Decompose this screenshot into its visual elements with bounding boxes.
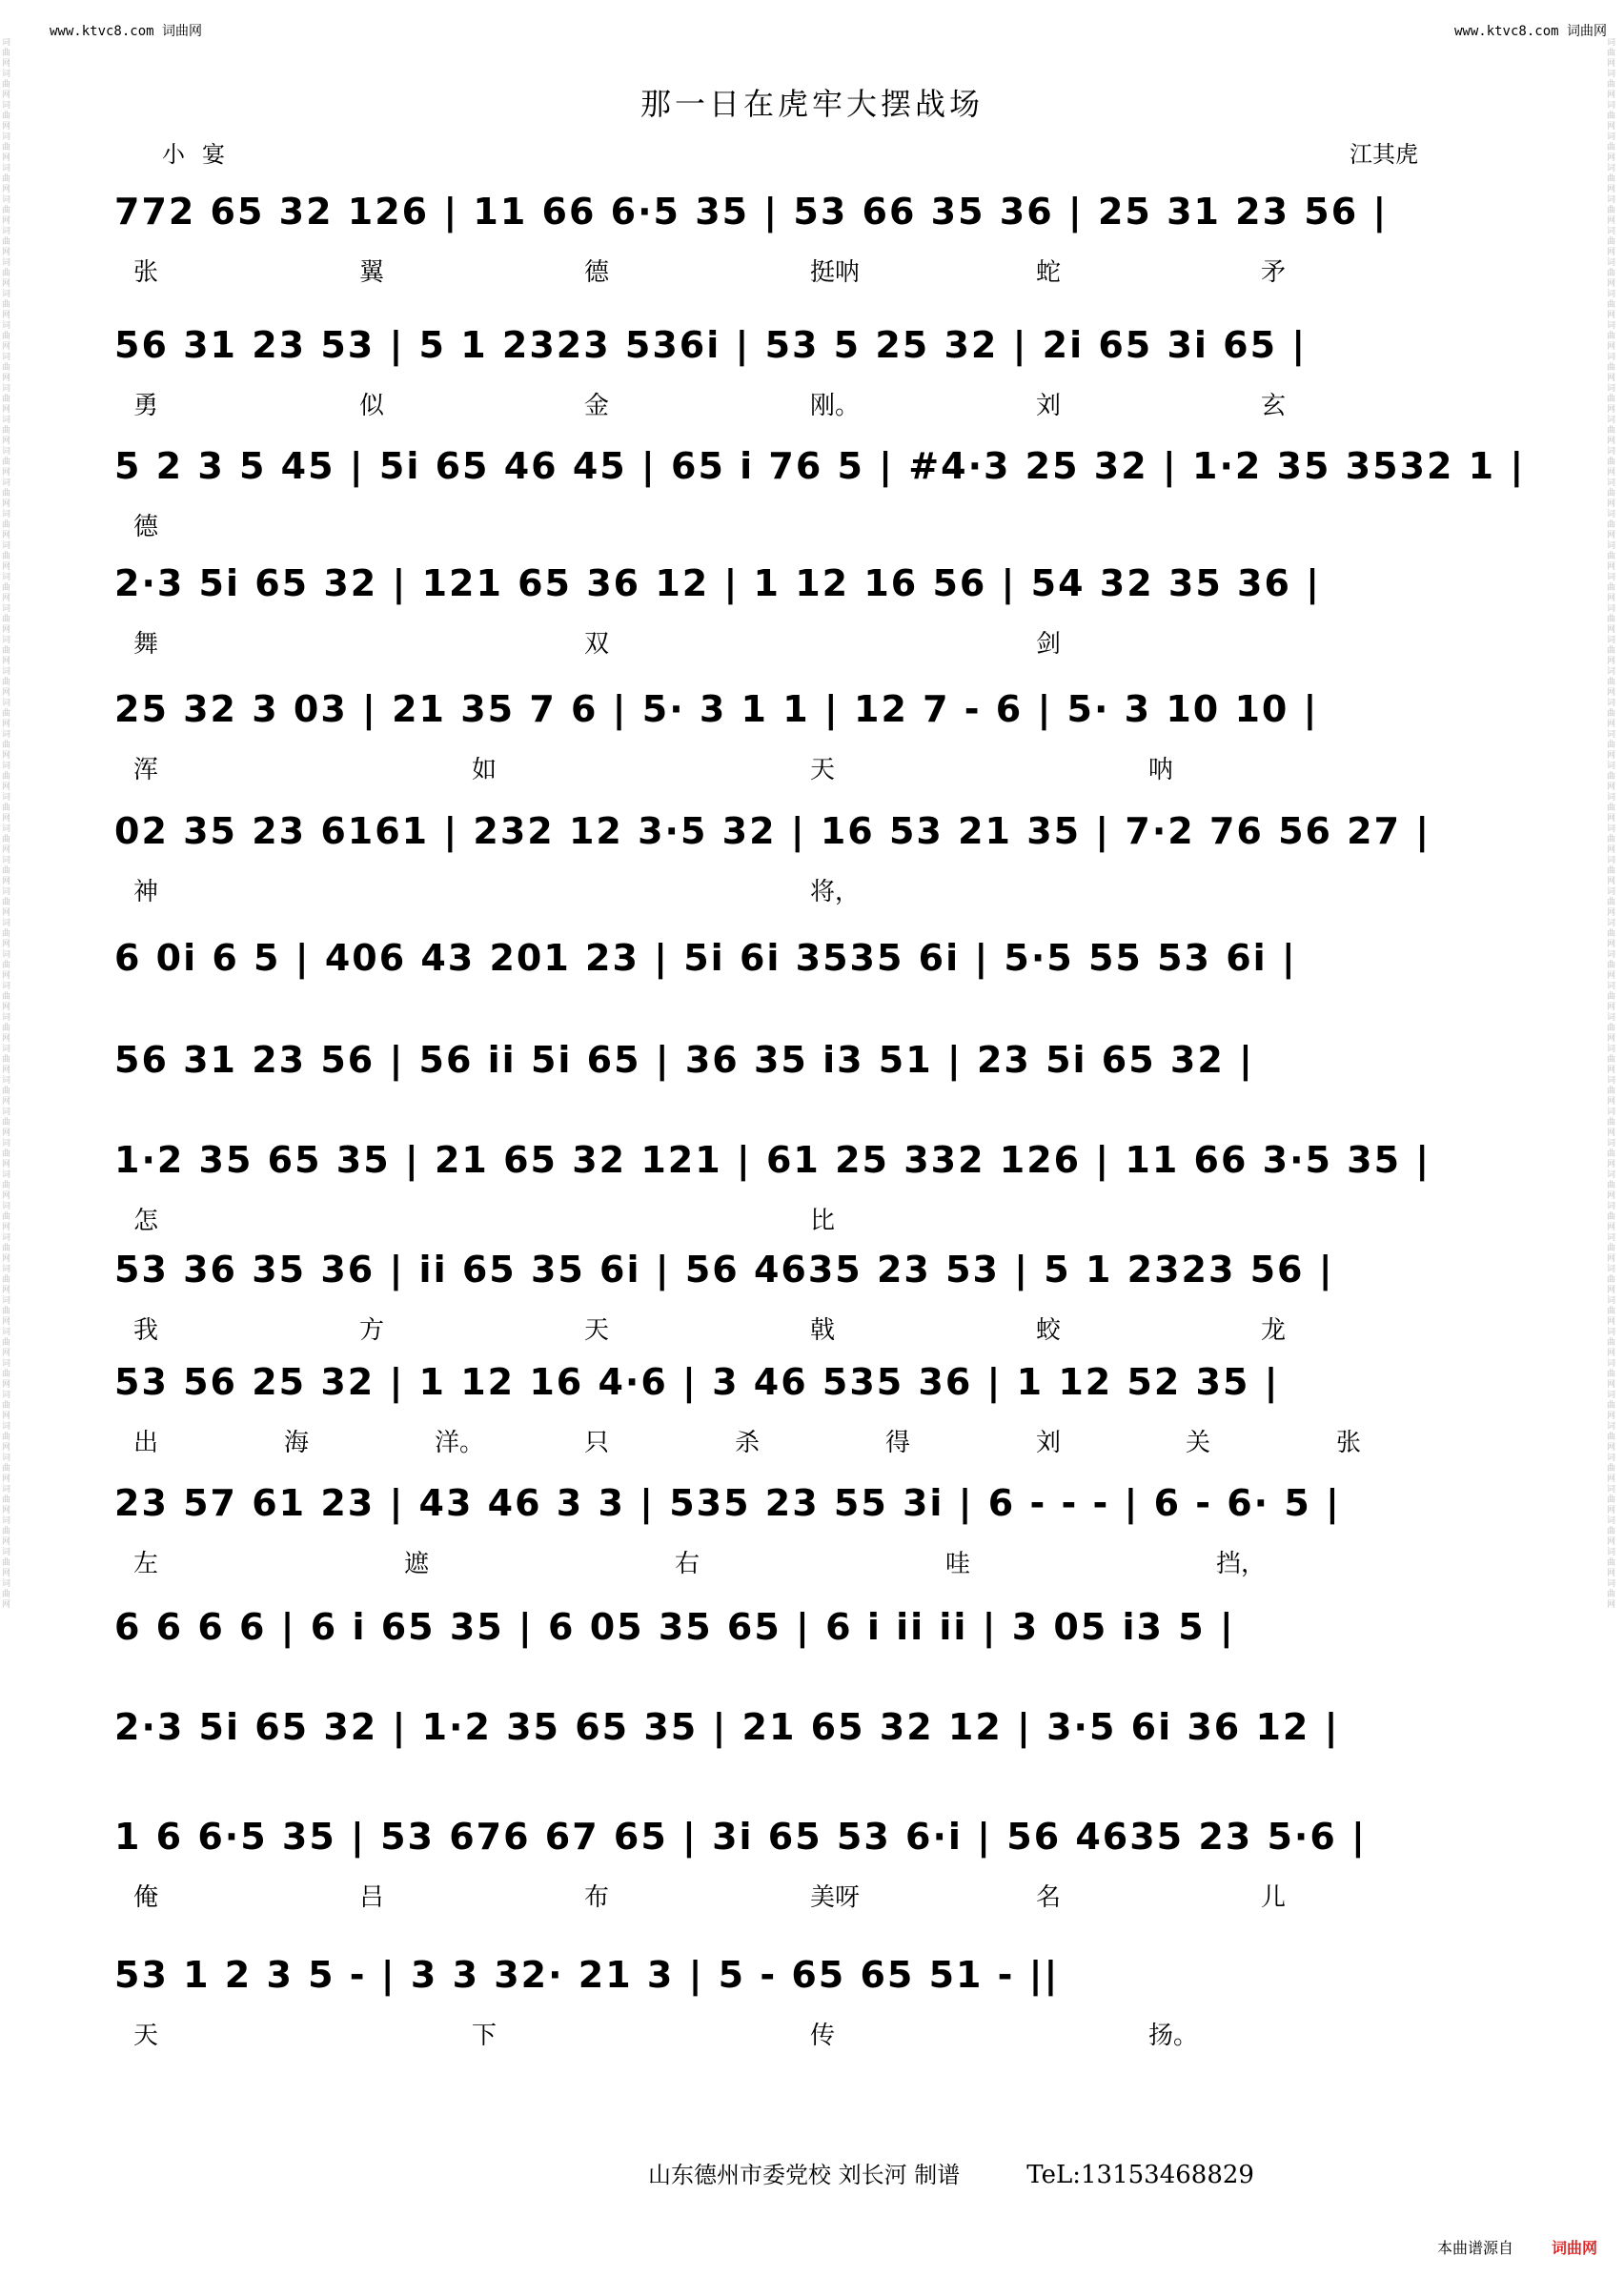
notation-line: 23 57 61 23 | 43 46 3 3 | 535 23 55 3i | 6 - - - | 6 - 6· 5 | [114,1482,1341,1524]
lyric-word: 天 [133,2022,159,2050]
score-row [114,1949,1506,2050]
lyric-word: 勇 [133,392,159,420]
lyric-word: 杀 [735,1429,761,1457]
lyric-word: 儿 [1261,1883,1287,1912]
score-row [114,683,1506,784]
lyric-word: 呐 [1148,756,1174,784]
notation-line: 5 2 3 5 45 | 5i 65 46 45 | 65 i 76 5 | #4·3 25 32 | 1·2 35 3532 1 | [114,445,1526,487]
notation-line: 56 31 23 56 | 56 ii 5i 65 | 36 35 i3 51 | 23 5i 65 32 | [114,1039,1254,1081]
score-row [114,1134,1506,1235]
lyric-word: 我 [133,1316,159,1345]
lyrics-line [114,1878,1506,1912]
lyric-word: 挺呐 [810,258,861,287]
lyric-word: 天 [810,756,836,784]
notation-line: 02 35 23 6161 | 232 12 3·5 32 | 16 53 21 35 | 7·2 76 56 27 | [114,810,1431,852]
lyric-word: 比 [810,1207,836,1235]
lyric-word: 舞 [133,630,159,659]
site-url-left[interactable]: www.ktvc8.com 词曲网 [50,24,203,39]
lyric-word: 扬。 [1148,2022,1199,2050]
notation-line: 53 1 2 3 5 - | 3 3 32· 21 3 | 5 - 65 65 51 - || [114,1954,1060,1996]
score-row [114,1356,1506,1457]
score-row [114,186,1506,287]
watermark-strip-left: 词曲网词曲网词曲网词曲网词曲网词曲网词曲网词曲网词曲网词曲网词曲网词曲网词曲网词曲网词曲网词曲网词曲网词曲网词曲网词曲网词曲网词曲网词曲网词曲网词曲网词曲网词曲网词曲网词曲网词曲网词曲网词曲网词曲网词曲网词曲网词曲网词曲网词曲网词曲网词曲网词曲网词曲网词曲网词曲网词曲网词曲网词曲网词曲网词曲网词曲网 [2,38,11,1610]
score-row [114,1034,1506,1088]
lyric-word: 刘 [1036,392,1062,420]
lyric-word: 只 [584,1429,610,1457]
lyric-word: 翼 [359,258,385,287]
watermark-strip-right: 词曲网词曲网词曲网词曲网词曲网词曲网词曲网词曲网词曲网词曲网词曲网词曲网词曲网词曲网词曲网词曲网词曲网词曲网词曲网词曲网词曲网词曲网词曲网词曲网词曲网词曲网词曲网词曲网词曲网词曲网词曲网词曲网词曲网词曲网词曲网词曲网词曲网词曲网词曲网词曲网词曲网词曲网词曲网词曲网词曲网词曲网词曲网词曲网词曲网词曲网 [1607,38,1616,1610]
lyric-word: 张 [1336,1429,1362,1457]
score-row [114,932,1506,986]
lyric-word: 左 [133,1550,159,1578]
lyric-word: 金 [584,392,610,420]
lyric-word: 俺 [133,1883,159,1912]
lyrics-line [114,1423,1506,1457]
lyric-word: 神 [133,878,159,906]
footer-credit [648,2156,1254,2189]
lyrics-line [114,386,1506,420]
lyric-word: 吕 [359,1883,385,1912]
lyric-word: 怎 [133,1207,159,1235]
lyric-word: 遮 [404,1550,430,1578]
site-url-right[interactable]: www.ktvc8.com 词曲网 [1453,24,1607,39]
lyric-word: 龙 [1261,1316,1287,1345]
notation-line: 2·3 5i 65 32 | 1·2 35 65 35 | 21 65 32 12 | 3·5 6i 36 12 | [114,1706,1340,1748]
lyric-word: 德 [133,513,159,541]
credit-text: 山东德州市委党校 刘长河 制谱 [648,2162,961,2188]
lyric-word: 似 [359,392,385,420]
notation-line: 1 6 6·5 35 | 53 676 67 65 | 3i 65 53 6·i | 56 4635 23 5·6 | [114,1816,1367,1858]
lyric-word: 关 [1186,1429,1211,1457]
lyric-word: 剑 [1036,630,1062,659]
source-note [1437,2236,1597,2258]
lyric-word: 方 [359,1316,385,1345]
score-row [114,1601,1506,1655]
lyric-word: 布 [584,1883,610,1912]
source-label: 本曲谱源自 [1436,2239,1513,2257]
lyric-word: 浑 [133,756,159,784]
notation-line: 53 36 35 36 | ii 65 35 6i | 56 4635 23 53 | 5 1 2323 56 | [114,1249,1334,1291]
lyrics-line [114,872,1506,906]
score-row [114,558,1506,659]
lyrics-line [114,1311,1506,1345]
lyric-word: 出 [133,1429,159,1457]
lyric-word: 洋。 [435,1429,485,1457]
lyric-word: 戟 [810,1316,836,1345]
score-row [114,805,1506,906]
tempo-marking: 小宴 [162,141,242,168]
lyric-word: 哇 [945,1550,971,1578]
notation-line: 56 31 23 53 | 5 1 2323 536i | 53 5 25 32 | 2i 65 3i 65 | [114,324,1308,366]
lyrics-line [114,253,1506,287]
score-title: 那一日在虎牢大摆战场 [639,86,984,122]
lyric-word: 刘 [1036,1429,1062,1457]
score-row [114,1811,1506,1912]
notation-line: 6 0i 6 5 | 406 43 201 23 | 5i 6i 3535 6i | 5·5 55 53 6i | [114,937,1297,979]
lyric-word: 得 [885,1429,911,1457]
lyric-word: 玄 [1261,392,1287,420]
lyric-word: 矛 [1261,258,1287,287]
lyric-word: 海 [284,1429,310,1457]
notation-line: 53 56 25 32 | 1 12 16 4·6 | 3 46 535 36 | 1 12 52 35 | [114,1361,1280,1403]
lyric-word: 将， [810,878,861,906]
lyrics-line [114,1544,1506,1578]
phone-number: TeL:13153468829 [1026,2161,1254,2189]
notation-line: 6 6 6 6 | 6 i 65 35 | 6 05 35 65 | 6 i ii ii | 3 05 i3 5 | [114,1606,1235,1648]
lyric-word: 下 [472,2022,497,2050]
lyric-word: 传 [810,2022,836,2050]
score-row [114,1244,1506,1345]
score-row [114,1701,1506,1755]
lyric-word: 名 [1036,1883,1062,1912]
notation-line: 772 65 32 126 | 11 66 6·5 35 | 53 66 35 36 | 25 31 23 56 | [114,191,1389,233]
score-row [114,1477,1506,1578]
lyric-word: 如 [472,756,497,784]
notation-line: 25 32 3 03 | 21 35 7 6 | 5· 3 1 1 | 12 7 - 6 | 5· 3 10 10 | [114,688,1319,730]
lyric-word: 蛇 [1036,258,1062,287]
lyrics-line [114,2016,1506,2050]
lyrics-line [114,507,1506,541]
notation-line: 1·2 35 65 35 | 21 65 32 121 | 61 25 332 126 | 11 66 3·5 35 | [114,1139,1431,1181]
lyrics-line [114,1201,1506,1235]
lyric-word: 蛟 [1036,1316,1062,1345]
lyric-word: 天 [584,1316,610,1345]
lyric-word: 美呀 [810,1883,861,1912]
composer-name: 江其虎 [1350,141,1418,168]
lyric-word: 刚。 [810,392,861,420]
lyric-word: 张 [133,258,159,287]
lyric-word: 右 [675,1550,700,1578]
lyric-word: 德 [584,258,610,287]
notation-line: 2·3 5i 65 32 | 121 65 36 12 | 1 12 16 56 | 54 32 35 36 | [114,562,1321,604]
lyric-word: 挡， [1216,1550,1267,1578]
lyrics-line [114,750,1506,784]
score-row [114,319,1506,420]
lyrics-line [114,624,1506,659]
score-row [114,440,1526,541]
lyric-word: 双 [584,630,610,659]
brand-logo[interactable]: 词曲网 [1551,2239,1597,2257]
